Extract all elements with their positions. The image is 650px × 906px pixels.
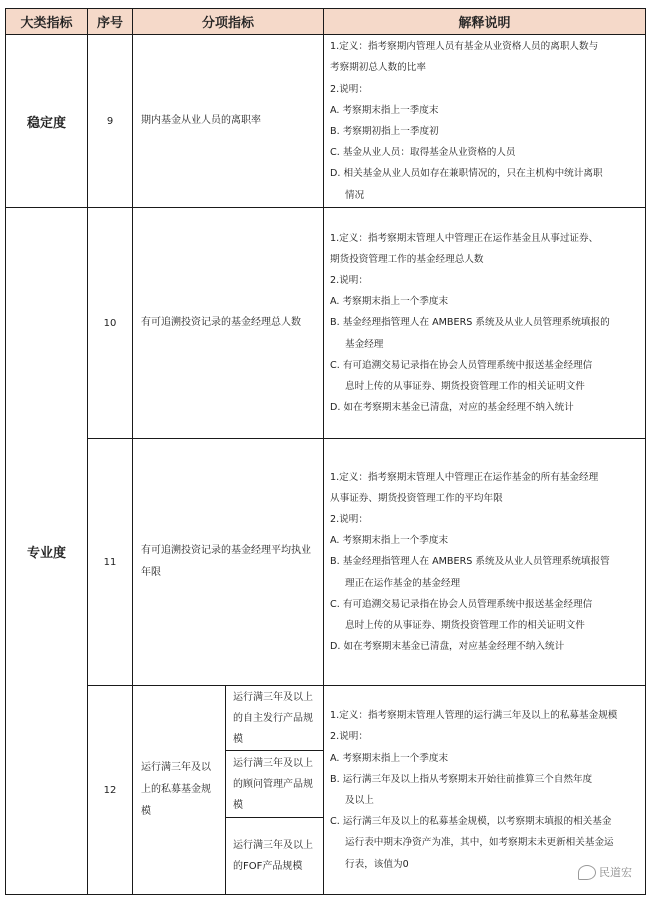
- item-cell: 有可追溯投资记录的基金经理总人数: [133, 208, 324, 439]
- description-line: B. 运行满三年及以上指从考察期末开始往前推算三个自然年度: [330, 773, 593, 785]
- table-row: [6, 439, 646, 686]
- sub-item-cell: 运行满三年及以上的FOF产品规模: [226, 818, 324, 895]
- description-line: 基金经理: [345, 338, 384, 350]
- description-line: B. 基金经理指管理人在 AMBERS 系统及从业人员管理系统填报管: [330, 556, 610, 568]
- description-cell: [324, 439, 646, 686]
- description-line: 从事证券、期货投资管理工作的平均年限: [330, 492, 503, 504]
- description-line: 息时上传的从事证券、期货投资管理工作的相关证明文件: [345, 381, 585, 392]
- description-line: 2.说明：: [330, 731, 368, 743]
- item-cell: 有可追溯投资记录的基金经理平均执业年限: [133, 439, 324, 686]
- description-line: 息时上传的从事证券、期货投资管理工作的相关证明文件: [345, 620, 585, 631]
- description-line: 运行表中期末净资产为准，其中，如考察期末未更新相关基金运: [345, 837, 614, 849]
- description-line: 2.说明：: [330, 83, 368, 95]
- number-cell: 12: [88, 686, 133, 895]
- description-line: B. 基金经理指管理人在 AMBERS 系统及从业人员管理系统填报的: [330, 317, 610, 329]
- indicator-table: [5, 8, 646, 895]
- category-cell: 稳定度: [6, 35, 88, 208]
- description-line: 行表，该值为0: [345, 858, 409, 870]
- sub-item-cell: 运行满三年及以上的顾问管理产品规模: [226, 751, 324, 818]
- header-row: [6, 9, 646, 35]
- description-line: C. 有可追溯交易记录指在协会人员管理系统中报送基金经理信: [330, 598, 593, 610]
- description-line: C. 运行满三年及以上的私募基金规模，以考察期末填报的相关基金: [330, 816, 612, 828]
- description-line: A. 考察期末指上一季度末: [330, 104, 439, 116]
- item-cell: 运行满三年及以上的私募基金规模: [133, 686, 226, 895]
- description-cell: [324, 208, 646, 439]
- description-line: B. 考察期初指上一季度初: [330, 126, 439, 137]
- description-line: 及以上: [345, 795, 374, 806]
- number-cell: 10: [88, 208, 133, 439]
- speech-bubble-icon: [578, 865, 596, 880]
- category-cell: 专业度: [6, 208, 88, 895]
- number-cell: 11: [88, 439, 133, 686]
- description-cell: [324, 35, 646, 208]
- description-line: 1.定义：指考察期末管理人中管理正在运作基金且从事过证券、: [330, 232, 599, 244]
- table-row: [6, 35, 646, 208]
- header-category: 大类指标: [6, 9, 88, 35]
- header-item: 分项指标: [133, 9, 324, 35]
- description-line: 2.说明：: [330, 513, 368, 525]
- header-number: 序号: [88, 9, 133, 35]
- description-line: C. 基金从业人员：取得基金从业资格的人员: [330, 147, 516, 159]
- description-line: 期货投资管理工作的基金经理总人数: [330, 253, 484, 265]
- description-line: C. 有可追溯交易记录指在协会人员管理系统中报送基金经理信: [330, 359, 593, 371]
- description-line: D. 如在考察期末基金已清盘，对应基金经理不纳入统计: [330, 641, 565, 653]
- header-description: 解释说明: [324, 9, 646, 35]
- sub-item-cell: 运行满三年及以上的自主发行产品规模: [226, 686, 324, 751]
- number-cell: 9: [88, 35, 133, 208]
- description-line: 2.说明：: [330, 274, 368, 286]
- table-row: [6, 208, 646, 439]
- description-line: 1.定义：指考察期末管理人中管理正在运作基金的所有基金经理: [330, 471, 599, 483]
- description-line: D. 相关基金从业人员如存在兼职情况的，只在主机构中统计离职: [330, 168, 603, 180]
- description-line: 1.定义：指考察期内管理人员有基金从业资格人员的离职人数与: [330, 41, 599, 53]
- description-line: 考察期初总人数的比率: [330, 62, 426, 74]
- description-line: A. 考察期末指上一个季度末: [330, 535, 449, 547]
- item-cell: 期内基金从业人员的离职率: [133, 35, 324, 208]
- watermark-text: 民道宏: [599, 866, 632, 879]
- description-line: A. 考察期末指上一个季度末: [330, 296, 449, 308]
- description-line: D. 如在考察期末基金已清盘，对应的基金经理不纳入统计: [330, 402, 574, 414]
- description-line: 情况: [345, 189, 365, 201]
- description-line: 理正在运作基金的基金经理: [345, 577, 461, 589]
- table-row: [6, 686, 646, 751]
- watermark: [578, 864, 632, 880]
- description-line: 1.定义：指考察期末管理人管理的运行满三年及以上的私募基金规模: [330, 710, 618, 722]
- description-line: A. 考察期末指上一个季度末: [330, 752, 449, 764]
